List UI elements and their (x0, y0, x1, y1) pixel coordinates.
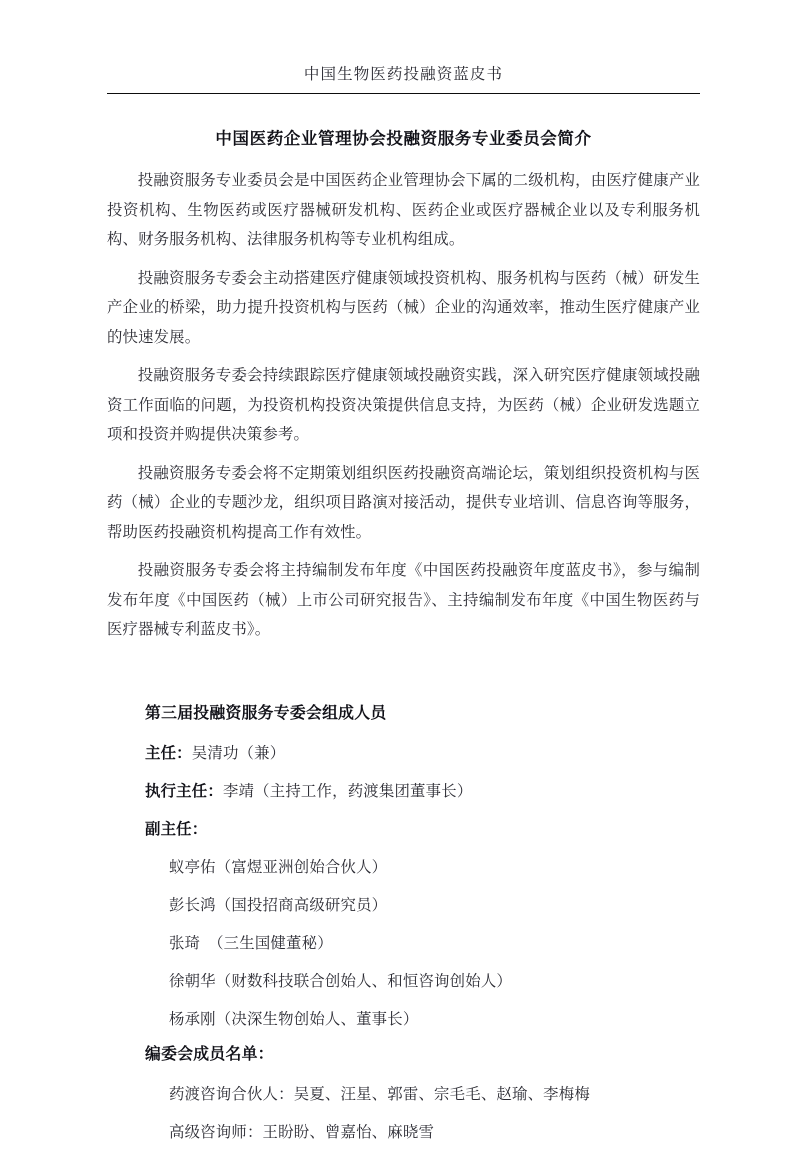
chair-value: 吴清功（兼） (191, 744, 286, 762)
executive-chair-value: 李靖（主持工作，药渡集团董事长） (222, 782, 473, 800)
intro-paragraph-1: 投融资服务专业委员会是中国医药企业管理协会下属的二级机构，由医疗健康产业投资机构、生物医药或医疗器械研发机构、医药企业或医疗器械企业以及专利服务机构、财务服务机构、法律服务机构等专业机构组成。 (107, 172, 700, 248)
list-item: 高级咨询师：王盼盼、曾嘉怡、麻晓雪 (169, 1123, 435, 1141)
list-item: 彭长鸿（国投招商高级研究员） (169, 896, 388, 914)
list-item: 蚁亭佑（富煜亚洲创始合伙人） (169, 858, 388, 876)
document-content (107, 126, 700, 1152)
vice-chair-label: 副主任： (145, 820, 208, 838)
intro-paragraph-3: 投融资服务专委会持续跟踪医疗健康领域投融资实践，深入研究医疗健康领域投融资工作面临的问题，为投资机构投资决策提供信息支持，为医药（械）企业研发选题立项和投资并购提供决策参考。 (107, 367, 700, 443)
page-title: 中国医药企业管理协会投融资服务专业委员会简介 (215, 129, 592, 148)
chair-label: 主任： (145, 744, 192, 762)
list-item: 药渡咨询合伙人：吴夏、汪星、郭雷、宗毛毛、赵瑜、李梅梅 (169, 1085, 590, 1103)
list-item: 张琦 （三生国健董秘） (169, 934, 333, 952)
intro-paragraph-2: 投融资服务专委会主动搭建医疗健康领域投资机构、服务机构与医药（械）研发生产企业的桥梁，助力提升投资机构与医药（械）企业的沟通效率，推动生医疗健康产业的快速发展。 (107, 269, 700, 346)
list-item: 徐朝华（财数科技联合创始人、和恒咨询创始人） (169, 972, 512, 990)
vice-chair-row (107, 811, 700, 849)
intro-paragraph-5: 投融资服务专委会将主持编制发布年度《中国医药投融资年度蓝皮书》，参与编制发布年度《中国医药（械）上市公司研究报告》、主持编制发布年度《中国生物医药与医疗器械专利蓝皮书》。 (107, 562, 700, 638)
chair-row (107, 735, 700, 773)
executive-chair-label: 执行主任： (145, 782, 223, 800)
header-divider (107, 93, 700, 94)
page-header (107, 64, 700, 94)
list-item: 杨承刚（决深生物创始人、董事长） (169, 1010, 419, 1028)
intro-paragraph-4: 投融资服务专委会将不定期策划组织医药投融资高端论坛，策划组织投资机构与医药（械）企业的专题沙龙，组织项目路演对接活动，提供专业培训、信息咨询等服务，帮助医药投融资机构提高工作有效性。 (107, 464, 700, 541)
committee-heading: 第三届投融资服务专委会组成人员 (145, 704, 387, 722)
running-header-title: 中国生物医药投融资蓝皮书 (303, 66, 504, 83)
editorial-committee-heading: 编委会成员名单： (145, 1045, 274, 1063)
executive-chair-row (107, 773, 700, 811)
section-spacer (107, 654, 700, 698)
